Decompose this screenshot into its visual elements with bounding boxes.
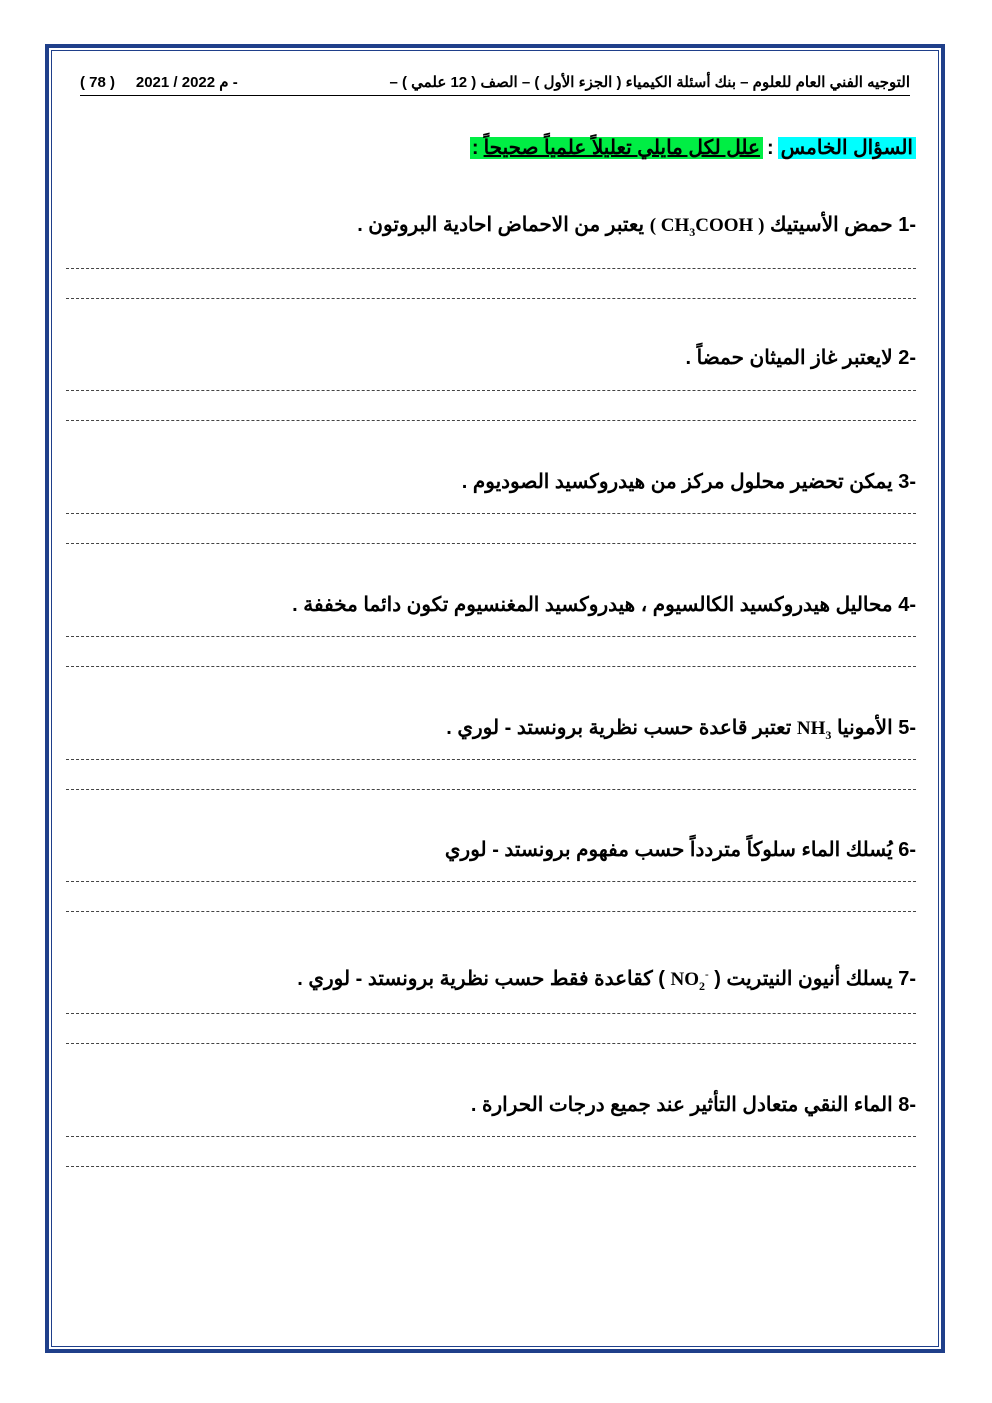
page-border-inner xyxy=(51,50,939,1347)
header-years: 2021 / 2022 م - xyxy=(135,74,238,91)
question-text-start: حمض الأسيتيك xyxy=(769,214,893,236)
question-text-end: تعتبر قاعدة حسب نظرية برونستد - لوري . xyxy=(446,717,792,739)
question-text-start: الأمونيا xyxy=(836,717,893,739)
question-text: الماء النقي متعادل التأثير عند جميع درجات الحرارة . xyxy=(470,1094,893,1116)
formula-subscript: 3 xyxy=(825,727,832,742)
section-title: السؤال الخامس xyxy=(778,137,916,159)
answer-line[interactable] xyxy=(66,911,916,912)
question-text: يمكن تحضير محلول مركز من هيدروكسيد الصوديوم . xyxy=(461,471,893,493)
answer-line[interactable] xyxy=(66,268,916,269)
question-3 xyxy=(462,469,916,494)
question-1 xyxy=(357,212,916,240)
answer-line[interactable] xyxy=(66,1166,916,1167)
answer-line[interactable] xyxy=(66,420,916,421)
question-number: -5 xyxy=(898,717,916,739)
answer-line[interactable] xyxy=(66,1136,916,1137)
formula-superscript: - xyxy=(705,968,709,981)
formula-part: NH xyxy=(796,718,826,739)
answer-line[interactable] xyxy=(66,1013,916,1014)
question-text-start: يسلك أنيون النيتريت ( xyxy=(714,968,893,990)
section-colon: : xyxy=(471,137,479,159)
answer-line[interactable] xyxy=(66,1043,916,1044)
formula-subscript: 2 xyxy=(699,978,706,993)
question-number: -4 xyxy=(898,594,916,616)
question-8 xyxy=(471,1092,916,1117)
question-text: لايعتبر غاز الميثان حمضاً . xyxy=(685,347,893,369)
answer-line[interactable] xyxy=(66,666,916,667)
formula-part: COOH ) xyxy=(695,215,765,236)
question-number: -3 xyxy=(898,471,916,493)
question-number: -6 xyxy=(898,839,916,861)
answer-line[interactable] xyxy=(66,759,916,760)
question-text-end: ) كقاعدة فقط حسب نظرية برونستد - لوري . xyxy=(297,968,665,990)
formula-part: NO xyxy=(670,969,700,990)
question-6 xyxy=(445,837,916,862)
answer-line[interactable] xyxy=(66,881,916,882)
question-text: يُسلك الماء سلوكاً متردداً حسب مفهوم برونستد - لوري xyxy=(444,839,893,861)
question-2 xyxy=(685,345,916,370)
answer-line[interactable] xyxy=(66,513,916,514)
question-number: -1 xyxy=(898,214,916,236)
page-header xyxy=(80,73,910,96)
question-number: -8 xyxy=(898,1094,916,1116)
chemical-formula xyxy=(670,968,709,993)
answer-line[interactable] xyxy=(66,636,916,637)
answer-line[interactable] xyxy=(66,390,916,391)
answer-line[interactable] xyxy=(66,789,916,790)
formula-part: ( CH xyxy=(649,215,690,236)
question-text-end: يعتبر من الاحماض احادية البروتون . xyxy=(357,214,645,236)
question-7 xyxy=(297,966,916,994)
question-4 xyxy=(292,592,916,617)
question-number: -2 xyxy=(898,347,916,369)
question-number: -7 xyxy=(898,968,916,990)
answer-line[interactable] xyxy=(66,543,916,544)
answer-line[interactable] xyxy=(66,298,916,299)
section-heading xyxy=(470,135,916,160)
section-instruction: علل لكل مايلي تعليلاً علمياً صحيحاً xyxy=(481,137,763,159)
header-page-number: ( 78 ) xyxy=(80,74,116,91)
question-5 xyxy=(446,715,916,743)
header-source: التوجيه الفني العام للعلوم – بنك أسئلة الكيمياء ( الجزء الأول ) – الصف ( 12 علمي ) – xyxy=(389,74,910,91)
chemical-formula xyxy=(649,215,765,239)
header-years-page xyxy=(80,73,238,91)
section-separator: : xyxy=(766,137,774,159)
formula-subscript: 3 xyxy=(689,224,696,239)
chemical-formula xyxy=(796,718,832,742)
question-text: محاليل هيدروكسيد الكالسيوم ، هيدروكسيد المغنسيوم تكون دائما مخففة . xyxy=(292,594,893,616)
